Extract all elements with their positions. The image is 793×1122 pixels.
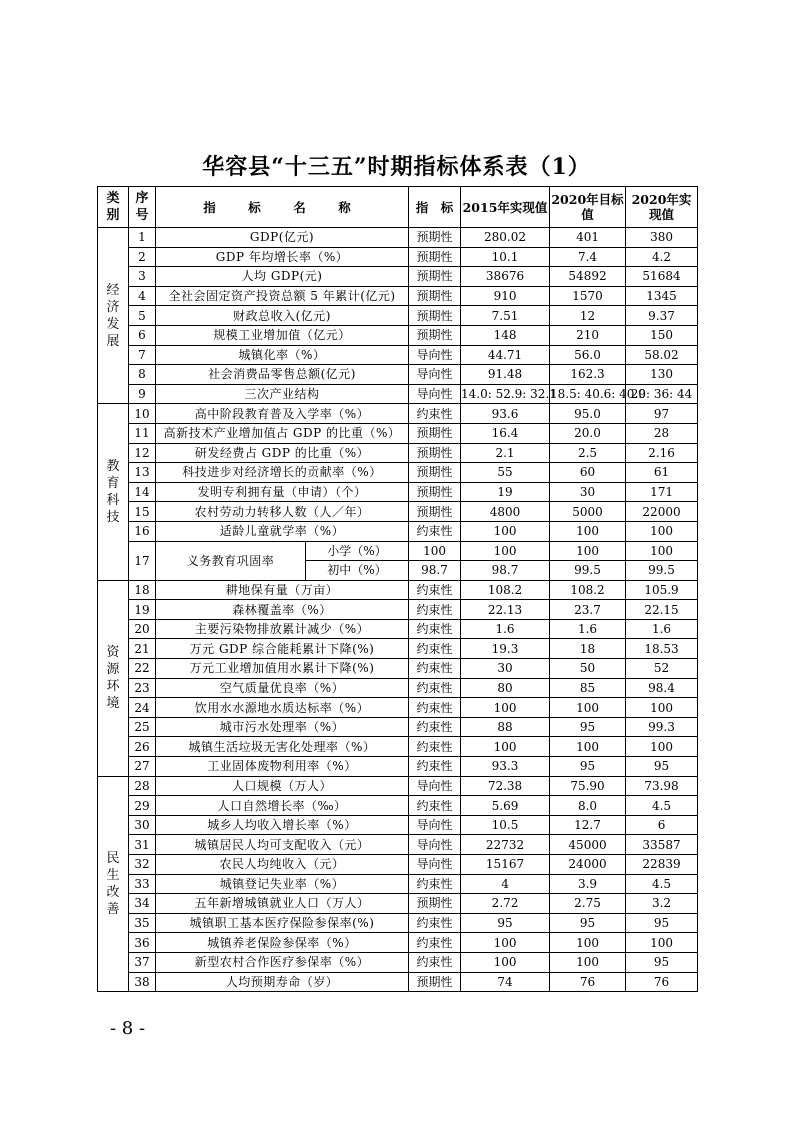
row-number: 11 [129, 423, 156, 443]
row-number: 30 [129, 815, 156, 835]
indicator-type: 约束性 [409, 717, 461, 737]
row-number: 9 [129, 384, 156, 404]
value-2020-target: 100 [550, 541, 626, 561]
value-2020-target: 1.6 [550, 619, 626, 639]
table-row [98, 286, 698, 306]
indicator-table [97, 186, 698, 992]
indicator-type: 预期性 [409, 247, 461, 267]
value-2015: 74 [461, 972, 550, 992]
indicator-name: GDP(亿元) [156, 228, 409, 248]
value-2020-actual: 3.2 [626, 894, 698, 914]
row-number: 27 [129, 757, 156, 777]
row-number: 4 [129, 286, 156, 306]
indicator-type: 约束性 [409, 678, 461, 698]
value-2015: 16.4 [461, 423, 550, 443]
value-2020-target: 210 [550, 325, 626, 345]
indicator-name: 人均 GDP(元) [156, 267, 409, 287]
indicator-name: 万元 GDP 综合能耗累计下降(%) [156, 639, 409, 659]
indicator-type: 98.7 [409, 561, 461, 581]
indicator-name: 人口规模（万人） [156, 776, 409, 796]
table-row [98, 972, 698, 992]
header-seq: 序号 [129, 187, 156, 228]
value-2020-actual: 171 [626, 482, 698, 502]
table-row [98, 874, 698, 894]
indicator-type: 预期性 [409, 423, 461, 443]
row-number: 15 [129, 502, 156, 522]
value-2020-target: 95 [550, 717, 626, 737]
table-row [98, 404, 698, 424]
value-2020-actual: 4.2 [626, 247, 698, 267]
value-2015: 55 [461, 463, 550, 483]
table-row [98, 933, 698, 953]
value-2020-target: 54892 [550, 267, 626, 287]
indicator-name: 城市污水处理率（%） [156, 717, 409, 737]
value-2020-target: 85 [550, 678, 626, 698]
value-2015: 98.7 [461, 561, 550, 581]
value-2020-target: 2.5 [550, 443, 626, 463]
value-2020-actual: 20: 36: 44 [626, 384, 698, 404]
category-cell: 经济发展 [98, 228, 129, 404]
table-row [98, 345, 698, 365]
indicator-type: 约束性 [409, 737, 461, 757]
indicator-name: 高中阶段教育普及入学率（%） [156, 404, 409, 424]
value-2020-target: 2.75 [550, 894, 626, 914]
value-2015: 80 [461, 678, 550, 698]
value-2015: 100 [461, 933, 550, 953]
indicator-name: 研发经费占 GDP 的比重（%） [156, 443, 409, 463]
table-row [98, 580, 698, 600]
value-2015: 148 [461, 325, 550, 345]
value-2015: 19 [461, 482, 550, 502]
row-number: 19 [129, 600, 156, 620]
row-number: 18 [129, 580, 156, 600]
value-2020-target: 7.4 [550, 247, 626, 267]
indicator-name: GDP 年均增长率（%） [156, 247, 409, 267]
value-2020-target: 1570 [550, 286, 626, 306]
indicator-type: 预期性 [409, 306, 461, 326]
value-2020-target: 18.5: 40.6: 40.9 [550, 384, 626, 404]
value-2015: 5.69 [461, 796, 550, 816]
value-2020-actual: 100 [626, 541, 698, 561]
value-2020-target: 95 [550, 913, 626, 933]
indicator-name: 三次产业结构 [156, 384, 409, 404]
indicator-type: 预期性 [409, 286, 461, 306]
row-number: 33 [129, 874, 156, 894]
value-2020-actual: 6 [626, 815, 698, 835]
indicator-type: 预期性 [409, 443, 461, 463]
sub-indicator-name: 初中（%） [306, 561, 409, 581]
value-2020-target: 50 [550, 659, 626, 679]
value-2020-actual: 76 [626, 972, 698, 992]
table-row [98, 228, 698, 248]
value-2020-actual: 99.3 [626, 717, 698, 737]
indicator-name: 城镇化率（%） [156, 345, 409, 365]
value-2020-target: 75.90 [550, 776, 626, 796]
value-2020-actual: 4.5 [626, 796, 698, 816]
table-row [98, 815, 698, 835]
header-2015: 2015年实现值 [461, 187, 550, 228]
value-2020-actual: 1345 [626, 286, 698, 306]
value-2015: 4 [461, 874, 550, 894]
value-2015: 91.48 [461, 365, 550, 385]
header-type: 指 标 [409, 187, 461, 228]
indicator-name: 饮用水水源地水质达标率（%） [156, 698, 409, 718]
indicator-type: 导向性 [409, 835, 461, 855]
value-2020-target: 23.7 [550, 600, 626, 620]
table-row [98, 678, 698, 698]
indicator-name: 万元工业增加值用水累计下降(%) [156, 659, 409, 679]
indicator-type: 导向性 [409, 345, 461, 365]
table-row [98, 600, 698, 620]
indicator-type: 预期性 [409, 228, 461, 248]
table-row [98, 894, 698, 914]
value-2015: 30 [461, 659, 550, 679]
header-category: 类别 [98, 187, 129, 228]
row-number: 10 [129, 404, 156, 424]
value-2015: 15167 [461, 855, 550, 875]
indicator-type: 约束性 [409, 757, 461, 777]
header-2020-actual: 2020年实现值 [626, 187, 698, 228]
value-2020-target: 3.9 [550, 874, 626, 894]
table-row [98, 521, 698, 541]
value-2015: 22732 [461, 835, 550, 855]
indicator-name: 规模工业增加值（亿元） [156, 325, 409, 345]
value-2020-actual: 22000 [626, 502, 698, 522]
row-number: 36 [129, 933, 156, 953]
indicator-name: 城镇职工基本医疗保险参保率(%) [156, 913, 409, 933]
indicator-type: 预期性 [409, 502, 461, 522]
table-row [98, 443, 698, 463]
category-cell: 教育科技 [98, 404, 129, 580]
value-2020-target: 99.5 [550, 561, 626, 581]
row-number: 21 [129, 639, 156, 659]
value-2020-actual: 51684 [626, 267, 698, 287]
row-number: 24 [129, 698, 156, 718]
indicator-name: 义务教育巩固率 [156, 541, 306, 580]
value-2015: 93.3 [461, 757, 550, 777]
indicator-type: 约束性 [409, 952, 461, 972]
table-row [98, 776, 698, 796]
row-number: 34 [129, 894, 156, 914]
table-row [98, 423, 698, 443]
value-2015: 10.5 [461, 815, 550, 835]
indicator-type: 导向性 [409, 815, 461, 835]
sub-indicator-name: 小学（%） [306, 541, 409, 561]
table-row [98, 659, 698, 679]
value-2020-target: 12 [550, 306, 626, 326]
table-row [98, 384, 698, 404]
category-cell: 民生改善 [98, 776, 129, 992]
value-2020-target: 45000 [550, 835, 626, 855]
indicator-type: 导向性 [409, 384, 461, 404]
row-number: 17 [129, 541, 156, 580]
row-number: 22 [129, 659, 156, 679]
indicator-type: 预期性 [409, 267, 461, 287]
value-2015: 4800 [461, 502, 550, 522]
indicator-name: 财政总收入(亿元) [156, 306, 409, 326]
value-2020-actual: 52 [626, 659, 698, 679]
indicator-name: 森林覆盖率（%） [156, 600, 409, 620]
row-number: 6 [129, 325, 156, 345]
header-name: 指 标 名 称 [156, 187, 409, 228]
value-2015: 7.51 [461, 306, 550, 326]
value-2020-target: 18 [550, 639, 626, 659]
indicator-name: 空气质量优良率（%） [156, 678, 409, 698]
row-number: 13 [129, 463, 156, 483]
indicator-name: 全社会固定资产投资总额 5 年累计(亿元) [156, 286, 409, 306]
indicator-type: 约束性 [409, 600, 461, 620]
indicator-type: 约束性 [409, 639, 461, 659]
table-row [98, 502, 698, 522]
table-row [98, 835, 698, 855]
value-2020-target: 30 [550, 482, 626, 502]
value-2020-actual: 73.98 [626, 776, 698, 796]
indicator-name: 工业固体废物利用率（%） [156, 757, 409, 777]
table-row [98, 541, 698, 561]
indicator-type: 约束性 [409, 874, 461, 894]
indicator-name: 人均预期寿命（岁） [156, 972, 409, 992]
row-number: 2 [129, 247, 156, 267]
indicator-type: 预期性 [409, 325, 461, 345]
row-number: 29 [129, 796, 156, 816]
value-2015: 93.6 [461, 404, 550, 424]
indicator-name: 城镇生活垃圾无害化处理率（%） [156, 737, 409, 757]
indicator-name: 高新技术产业增加值占 GDP 的比重（%） [156, 423, 409, 443]
value-2015: 1.6 [461, 619, 550, 639]
row-number: 1 [129, 228, 156, 248]
value-2020-actual: 61 [626, 463, 698, 483]
value-2020-actual: 100 [626, 698, 698, 718]
row-number: 26 [129, 737, 156, 757]
value-2015: 100 [461, 541, 550, 561]
value-2020-actual: 95 [626, 913, 698, 933]
value-2020-actual: 1.6 [626, 619, 698, 639]
row-number: 28 [129, 776, 156, 796]
indicator-type: 约束性 [409, 698, 461, 718]
value-2015: 72.38 [461, 776, 550, 796]
value-2020-actual: 33587 [626, 835, 698, 855]
row-number: 25 [129, 717, 156, 737]
row-number: 3 [129, 267, 156, 287]
value-2015: 910 [461, 286, 550, 306]
value-2020-actual: 150 [626, 325, 698, 345]
table-row [98, 247, 698, 267]
value-2020-target: 100 [550, 521, 626, 541]
table-row [98, 796, 698, 816]
value-2015: 2.72 [461, 894, 550, 914]
table-row [98, 325, 698, 345]
value-2020-target: 56.0 [550, 345, 626, 365]
value-2020-target: 162.3 [550, 365, 626, 385]
indicator-type: 预期性 [409, 463, 461, 483]
value-2020-target: 76 [550, 972, 626, 992]
value-2015: 22.13 [461, 600, 550, 620]
value-2020-actual: 2.16 [626, 443, 698, 463]
table-row [98, 365, 698, 385]
value-2020-target: 20.0 [550, 423, 626, 443]
page-number: - 8 - [110, 1018, 146, 1039]
indicator-name: 新型农村合作医疗参保率（%） [156, 952, 409, 972]
value-2020-target: 401 [550, 228, 626, 248]
indicator-type: 导向性 [409, 855, 461, 875]
row-number: 37 [129, 952, 156, 972]
value-2020-actual: 100 [626, 933, 698, 953]
row-number: 23 [129, 678, 156, 698]
value-2020-actual: 4.5 [626, 874, 698, 894]
value-2020-target: 95 [550, 757, 626, 777]
indicator-type: 预期性 [409, 482, 461, 502]
value-2020-target: 100 [550, 737, 626, 757]
value-2020-actual: 98.4 [626, 678, 698, 698]
indicator-name: 城镇登记失业率（%） [156, 874, 409, 894]
indicator-name: 城镇养老保险参保率（%） [156, 933, 409, 953]
value-2020-target: 100 [550, 698, 626, 718]
value-2015: 10.1 [461, 247, 550, 267]
table-row [98, 952, 698, 972]
indicator-name: 城镇居民人均可支配收入（元） [156, 835, 409, 855]
indicator-name: 耕地保有量（万亩） [156, 580, 409, 600]
value-2020-actual: 9.37 [626, 306, 698, 326]
row-number: 7 [129, 345, 156, 365]
indicator-type: 100 [409, 541, 461, 561]
table-row [98, 717, 698, 737]
value-2020-target: 12.7 [550, 815, 626, 835]
table-row [98, 698, 698, 718]
value-2015: 88 [461, 717, 550, 737]
row-number: 32 [129, 855, 156, 875]
value-2015: 95 [461, 913, 550, 933]
indicator-name: 五年新增城镇就业人口（万人） [156, 894, 409, 914]
indicator-name: 人口自然增长率（‰） [156, 796, 409, 816]
value-2020-actual: 22.15 [626, 600, 698, 620]
table-row [98, 913, 698, 933]
indicator-type: 约束性 [409, 521, 461, 541]
value-2015: 280.02 [461, 228, 550, 248]
indicator-type: 约束性 [409, 580, 461, 600]
indicator-name: 主要污染物排放累计减少（%） [156, 619, 409, 639]
indicator-name: 农村劳动力转移人数（人／年） [156, 502, 409, 522]
row-number: 38 [129, 972, 156, 992]
header-2020-target: 2020年目标值 [550, 187, 626, 228]
row-number: 14 [129, 482, 156, 502]
value-2020-target: 100 [550, 933, 626, 953]
value-2020-actual: 58.02 [626, 345, 698, 365]
value-2020-actual: 28 [626, 423, 698, 443]
indicator-name: 适龄儿童就学率（%） [156, 521, 409, 541]
indicator-type: 预期性 [409, 972, 461, 992]
value-2020-target: 108.2 [550, 580, 626, 600]
value-2015: 100 [461, 698, 550, 718]
value-2015: 14.0: 52.9: 32.1 [461, 384, 550, 404]
value-2020-target: 95.0 [550, 404, 626, 424]
table-row [98, 639, 698, 659]
value-2020-actual: 97 [626, 404, 698, 424]
value-2020-actual: 105.9 [626, 580, 698, 600]
value-2020-actual: 380 [626, 228, 698, 248]
value-2020-target: 24000 [550, 855, 626, 875]
indicator-name: 城乡人均收入增长率（%） [156, 815, 409, 835]
value-2015: 108.2 [461, 580, 550, 600]
row-number: 5 [129, 306, 156, 326]
value-2015: 100 [461, 737, 550, 757]
category-cell: 资源环境 [98, 580, 129, 776]
indicator-type: 约束性 [409, 659, 461, 679]
value-2020-target: 100 [550, 952, 626, 972]
value-2015: 100 [461, 952, 550, 972]
table-row [98, 463, 698, 483]
indicator-name: 科技进步对经济增长的贡献率（%） [156, 463, 409, 483]
value-2020-actual: 95 [626, 757, 698, 777]
table-row [98, 855, 698, 875]
row-number: 12 [129, 443, 156, 463]
value-2020-target: 5000 [550, 502, 626, 522]
indicator-name: 社会消费品零售总额(亿元) [156, 365, 409, 385]
value-2020-actual: 22839 [626, 855, 698, 875]
header-row [98, 187, 698, 228]
table-row [98, 619, 698, 639]
table-row [98, 267, 698, 287]
value-2020-actual: 100 [626, 737, 698, 757]
table-row [98, 737, 698, 757]
value-2015: 100 [461, 521, 550, 541]
row-number: 16 [129, 521, 156, 541]
indicator-type: 约束性 [409, 796, 461, 816]
indicator-type: 约束性 [409, 619, 461, 639]
indicator-type: 约束性 [409, 913, 461, 933]
value-2015: 2.1 [461, 443, 550, 463]
indicator-name: 发明专利拥有量（申请）（个） [156, 482, 409, 502]
value-2020-actual: 18.53 [626, 639, 698, 659]
value-2020-actual: 95 [626, 952, 698, 972]
row-number: 8 [129, 365, 156, 385]
row-number: 20 [129, 619, 156, 639]
table-row [98, 306, 698, 326]
row-number: 35 [129, 913, 156, 933]
indicator-type: 预期性 [409, 894, 461, 914]
indicator-type: 导向性 [409, 365, 461, 385]
indicator-type: 约束性 [409, 933, 461, 953]
value-2020-actual: 130 [626, 365, 698, 385]
page-title: 华容县“十三五”时期指标体系表（1） [202, 154, 591, 180]
indicator-type: 导向性 [409, 776, 461, 796]
value-2020-actual: 99.5 [626, 561, 698, 581]
value-2015: 38676 [461, 267, 550, 287]
indicator-type: 约束性 [409, 404, 461, 424]
value-2020-actual: 100 [626, 521, 698, 541]
value-2015: 44.71 [461, 345, 550, 365]
table-row [98, 482, 698, 502]
indicator-name: 农民人均纯收入（元） [156, 855, 409, 875]
value-2020-target: 8.0 [550, 796, 626, 816]
row-number: 31 [129, 835, 156, 855]
table-row [98, 757, 698, 777]
value-2020-target: 60 [550, 463, 626, 483]
value-2015: 19.3 [461, 639, 550, 659]
